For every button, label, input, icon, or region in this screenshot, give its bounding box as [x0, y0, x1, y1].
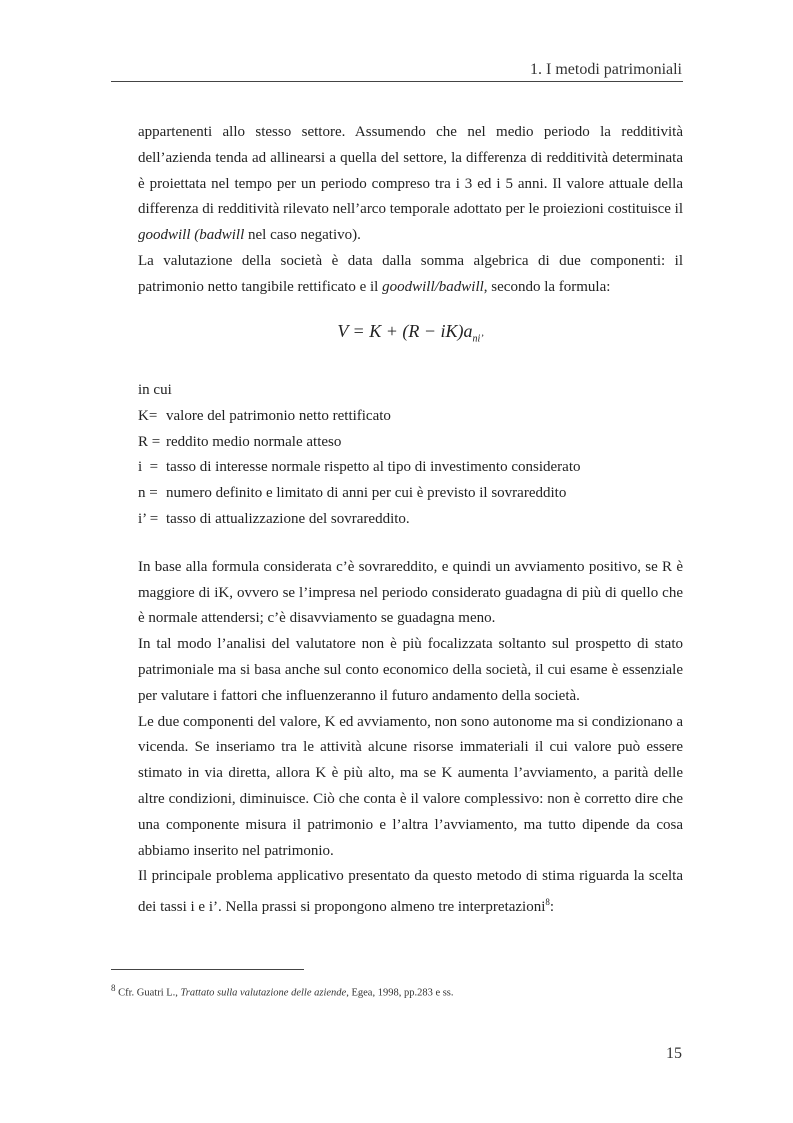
footnote: [111, 983, 454, 999]
footnote-book-title: Trattato sulla valutazione delle aziende: [180, 987, 347, 999]
definition-text: tasso di attualizzazione del sovrareddito.: [166, 510, 410, 527]
formula-subscript: ni’: [472, 333, 484, 345]
footnote-text: Cfr. Guatri L.,: [115, 987, 181, 999]
definition-key: n =: [138, 485, 158, 502]
definition-text: numero definito e limitato di anni per cui è previsto il sovrareddito: [166, 485, 567, 502]
header-rule: [111, 81, 683, 82]
paragraph-1-end: nel caso negativo).: [244, 227, 361, 244]
definition-text: valore del patrimonio netto rettificato: [166, 407, 391, 424]
paragraph-4: In tal modo l’analisi del valutatore non è più focalizzata soltanto sul prospetto di stato patrimoniale ma si basa anche sul conto economico della società, il cui esame è essenziale per valutare i fattori che influenzeranno il futuro andamento della società.: [138, 636, 683, 704]
page-number: 15: [666, 1045, 682, 1062]
running-header: 1. I metodi patrimoniali: [530, 61, 682, 78]
paragraph-2-end: , secondo la formula:: [483, 278, 611, 295]
definitions-intro: [138, 378, 683, 404]
definition-row: [138, 404, 683, 430]
footnote-reference: 8: [545, 897, 550, 908]
page-body: [138, 120, 683, 921]
in-cui-label: in cui: [138, 381, 172, 398]
definitions-list: [138, 378, 683, 533]
paragraph-6: [138, 864, 683, 921]
formula-main: V = K + (R − iK)a: [337, 320, 473, 341]
paragraph-2: [138, 249, 683, 301]
paragraph-6-text: Il principale problema applicativo presentato da questo metodo di stima riguarda la scelta dei tassi i e i’. Nella prassi si propongono almeno tre interpretazioni: [138, 868, 683, 916]
paragraph-5: Le due componenti del valore, K ed avviamento, non sono autonome ma si condizionano a vicenda. Se inseriamo tra le attività alcune risorse immateriali il cui valore può essere stimato in via diretta, allora K è più alto, ma se K aumenta l’avviamento, a parità delle altre condizioni, diminuisce. Ciò che conta è il valore complessivo: non è corretto dire che una componente misura il patrimonio e l’altra l’avviamento, ma tutto dipende da cosa abbiamo inserito nel patrimonio.: [138, 713, 683, 859]
paragraph-2-text: La valutazione della società è data dalla somma algebrica di due componenti: il patrimonio netto tangibile rettificato e il: [138, 252, 683, 295]
footnote-marker: 8: [111, 983, 116, 993]
definition-text: tasso di interesse normale rispetto al tipo di investimento considerato: [166, 459, 581, 476]
definition-row: [138, 430, 683, 456]
definition-row: [138, 455, 683, 481]
spacer: [138, 533, 683, 555]
definition-text: reddito medio normale atteso: [166, 433, 342, 450]
paragraph-1-text: appartenenti allo stesso settore. Assumendo che nel medio periodo la redditività dell’azienda tenda ad allinearsi a quella del settore, la differenza di redditività determinata è proiettata nel tempo per un periodo compreso tra i 3 ed i 5 anni. Il valore attuale della differenza di redditività rilevato nell’arco temporale adottato per le proiezioni costituisce il: [138, 124, 683, 218]
definition-key: i =: [138, 459, 159, 476]
paragraph-6-end: :: [549, 899, 555, 916]
footnote-rule: [111, 969, 304, 970]
definition-key: K=: [138, 407, 158, 424]
definition-key: i’ =: [138, 510, 159, 527]
footnote-text-end: , Egea, 1998, pp.283 e ss.: [346, 987, 454, 999]
valuation-formula: [138, 319, 683, 352]
paragraph-1-italic: goodwill (badwill: [138, 227, 245, 244]
paragraph-3: In base alla formula considerata c’è sovrareddito, e quindi un avviamento positivo, se R è maggiore di iK, ovvero se l’impresa nel periodo considerato guadagna di più di quello che è normale attendersi; c’è disavviamento se guadagna meno.: [138, 558, 683, 627]
definition-row: [138, 507, 683, 533]
definition-row: [138, 481, 683, 507]
paragraph-1: [138, 120, 683, 249]
paragraph-2-italic: goodwill/badwill: [382, 278, 484, 295]
definition-key: R =: [138, 433, 161, 450]
